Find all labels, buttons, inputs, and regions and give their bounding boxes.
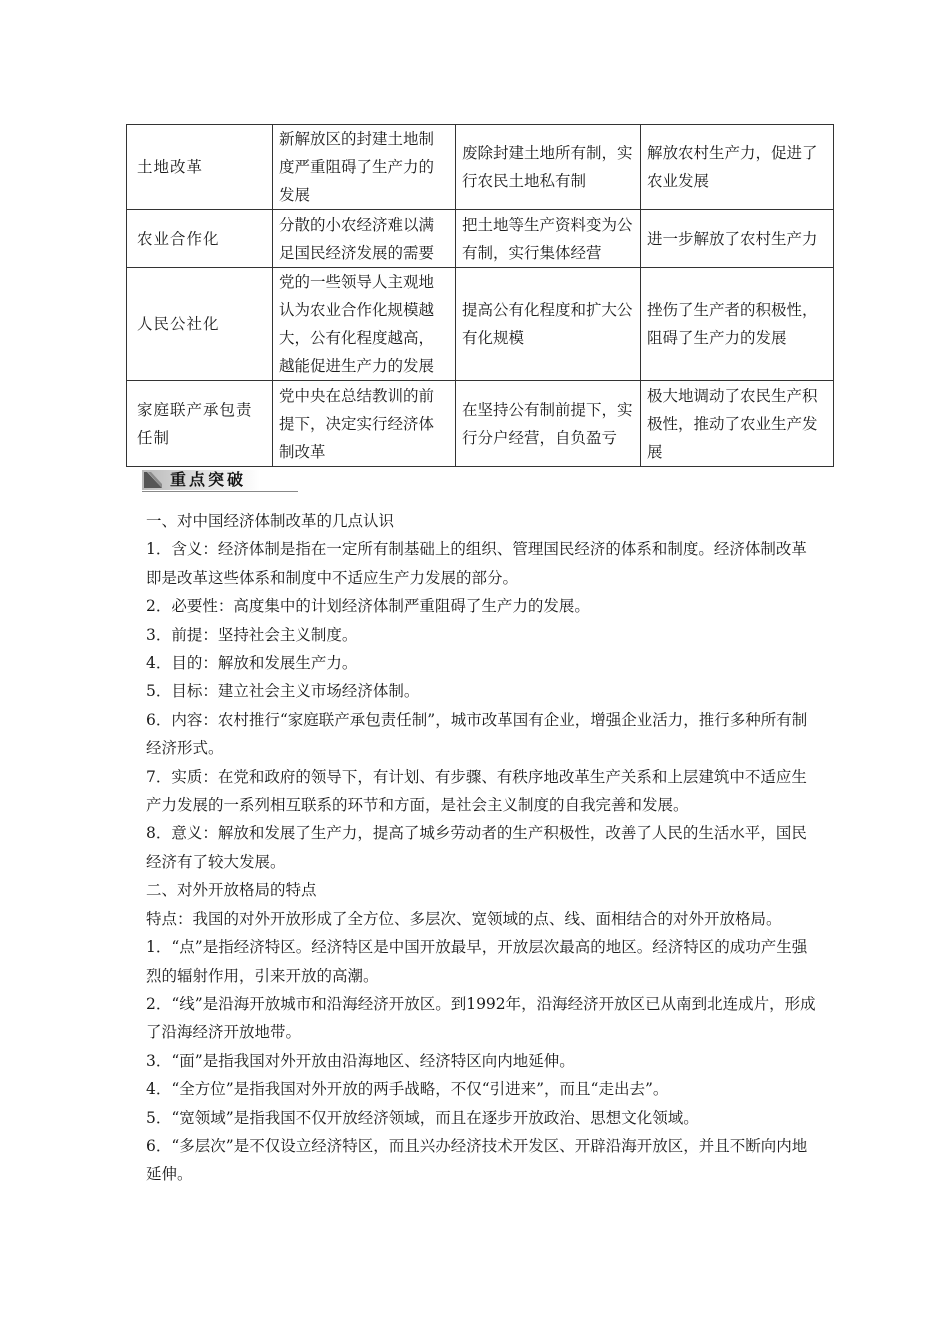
measure-cell: 把土地等生产资料变为公有制，实行集体经营	[456, 210, 641, 268]
reform-name-cell: 人民公社化	[127, 268, 273, 381]
heading-underline	[142, 491, 298, 492]
table-row	[127, 125, 834, 210]
table-row	[127, 268, 834, 381]
background-cell: 新解放区的封建土地制度严重阻碍了生产力的发展	[273, 125, 456, 210]
paragraph: 一、对中国经济体制改革的几点认识	[146, 512, 395, 530]
section-title: 重点突破	[170, 470, 247, 489]
paragraph: 特点：我国的对外开放形成了全方位、多层次、宽领域的点、线、面相结合的对外开放格局。	[146, 909, 782, 928]
effect-cell: 极大地调动了农民生产积极性，推动了农业生产发展	[641, 381, 834, 467]
paragraph: 5．目标：建立社会主义市场经济体制。	[146, 682, 420, 701]
reform-name-cell: 家庭联产承包责任制	[127, 381, 273, 467]
paragraph: 1．含义：经济体制是指在一定所有制基础上的组织、管理国民经济的体系和制度。经济体制改革即是改革这些体系和制度中不适应生产力发展的部分。	[146, 540, 807, 587]
paragraph: 4．“全方位”是指我国对外开放的两手战略，不仅“引进来”，而且“走出去”。	[146, 1080, 669, 1099]
measure-cell: 提高公有化程度和扩大公有化规模	[456, 268, 641, 381]
reform-name-cell: 土地改革	[127, 125, 273, 210]
paragraph: 3．前提：坚持社会主义制度。	[146, 625, 358, 644]
measure-cell: 废除封建土地所有制，实行农民土地私有制	[456, 125, 641, 210]
paragraph: 7．实质：在党和政府的领导下，有计划、有步骤、有秩序地改革生产关系和上层建筑中不适应生产力发展的一系列相互联系的环节和方面，是社会主义制度的自我完善和发展。	[146, 767, 807, 815]
table-row	[127, 210, 834, 268]
table-row	[127, 381, 834, 467]
paragraph: 6．内容：农村推行“家庭联产承包责任制”，城市改革国有企业，增强企业活力，推行多种所有制经济形式。	[146, 710, 808, 758]
reform-table	[126, 124, 834, 467]
background-cell: 分散的小农经济难以满足国民经济发展的需要	[273, 210, 456, 268]
paragraph: 4．目的：解放和发展生产力。	[146, 654, 358, 673]
body-text	[146, 507, 822, 1189]
reform-name-cell: 农业合作化	[127, 210, 273, 268]
background-cell: 党中央在总结教训的前提下，决定实行经济体制改革	[273, 381, 456, 467]
paragraph: 6．“多层次”是不仅设立经济特区，而且兴办经济技术开发区、开辟沿海开放区，并且不断向内地延伸。	[146, 1136, 808, 1184]
paragraph: 1．“点”是指经济特区。经济特区是中国开放最早，开放层次最高的地区。经济特区的成功产生强烈的辐射作用，引来开放的高潮。	[146, 938, 808, 985]
paragraph: 8．意义：解放和发展了生产力，提高了城乡劳动者的生产积极性，改善了人民的生活水平，国民经济有了较大发展。	[146, 824, 807, 871]
paragraph: 2．必要性：高度集中的计划经济体制严重阻碍了生产力的发展。	[146, 597, 590, 616]
slash-decor-icon	[142, 470, 164, 490]
effect-cell: 进一步解放了农村生产力	[641, 210, 834, 268]
section-heading	[142, 468, 298, 494]
measure-cell: 在坚持公有制前提下，实行分户经营，自负盈亏	[456, 381, 641, 467]
effect-cell: 解放农村生产力，促进了农业发展	[641, 125, 834, 210]
paragraph: 二、对外开放格局的特点	[146, 881, 317, 900]
effect-cell: 挫伤了生产者的积极性，阻碍了生产力的发展	[641, 268, 834, 381]
background-cell: 党的一些领导人主观地认为农业合作化规模越大，公有化程度越高，越能促进生产力的发展	[273, 268, 456, 381]
paragraph: 2．“线”是沿海开放城市和沿海经济开放区。到1992年，沿海经济开放区已从南到北连成片，形成了沿海经济开放地带。	[146, 994, 816, 1042]
paragraph: 3．“面”是指我国对外开放由沿海地区、经济特区向内地延伸。	[146, 1051, 575, 1070]
paragraph: 5．“宽领域”是指我国不仅开放经济领域，而且在逐步开放政治、思想文化领域。	[146, 1108, 699, 1127]
